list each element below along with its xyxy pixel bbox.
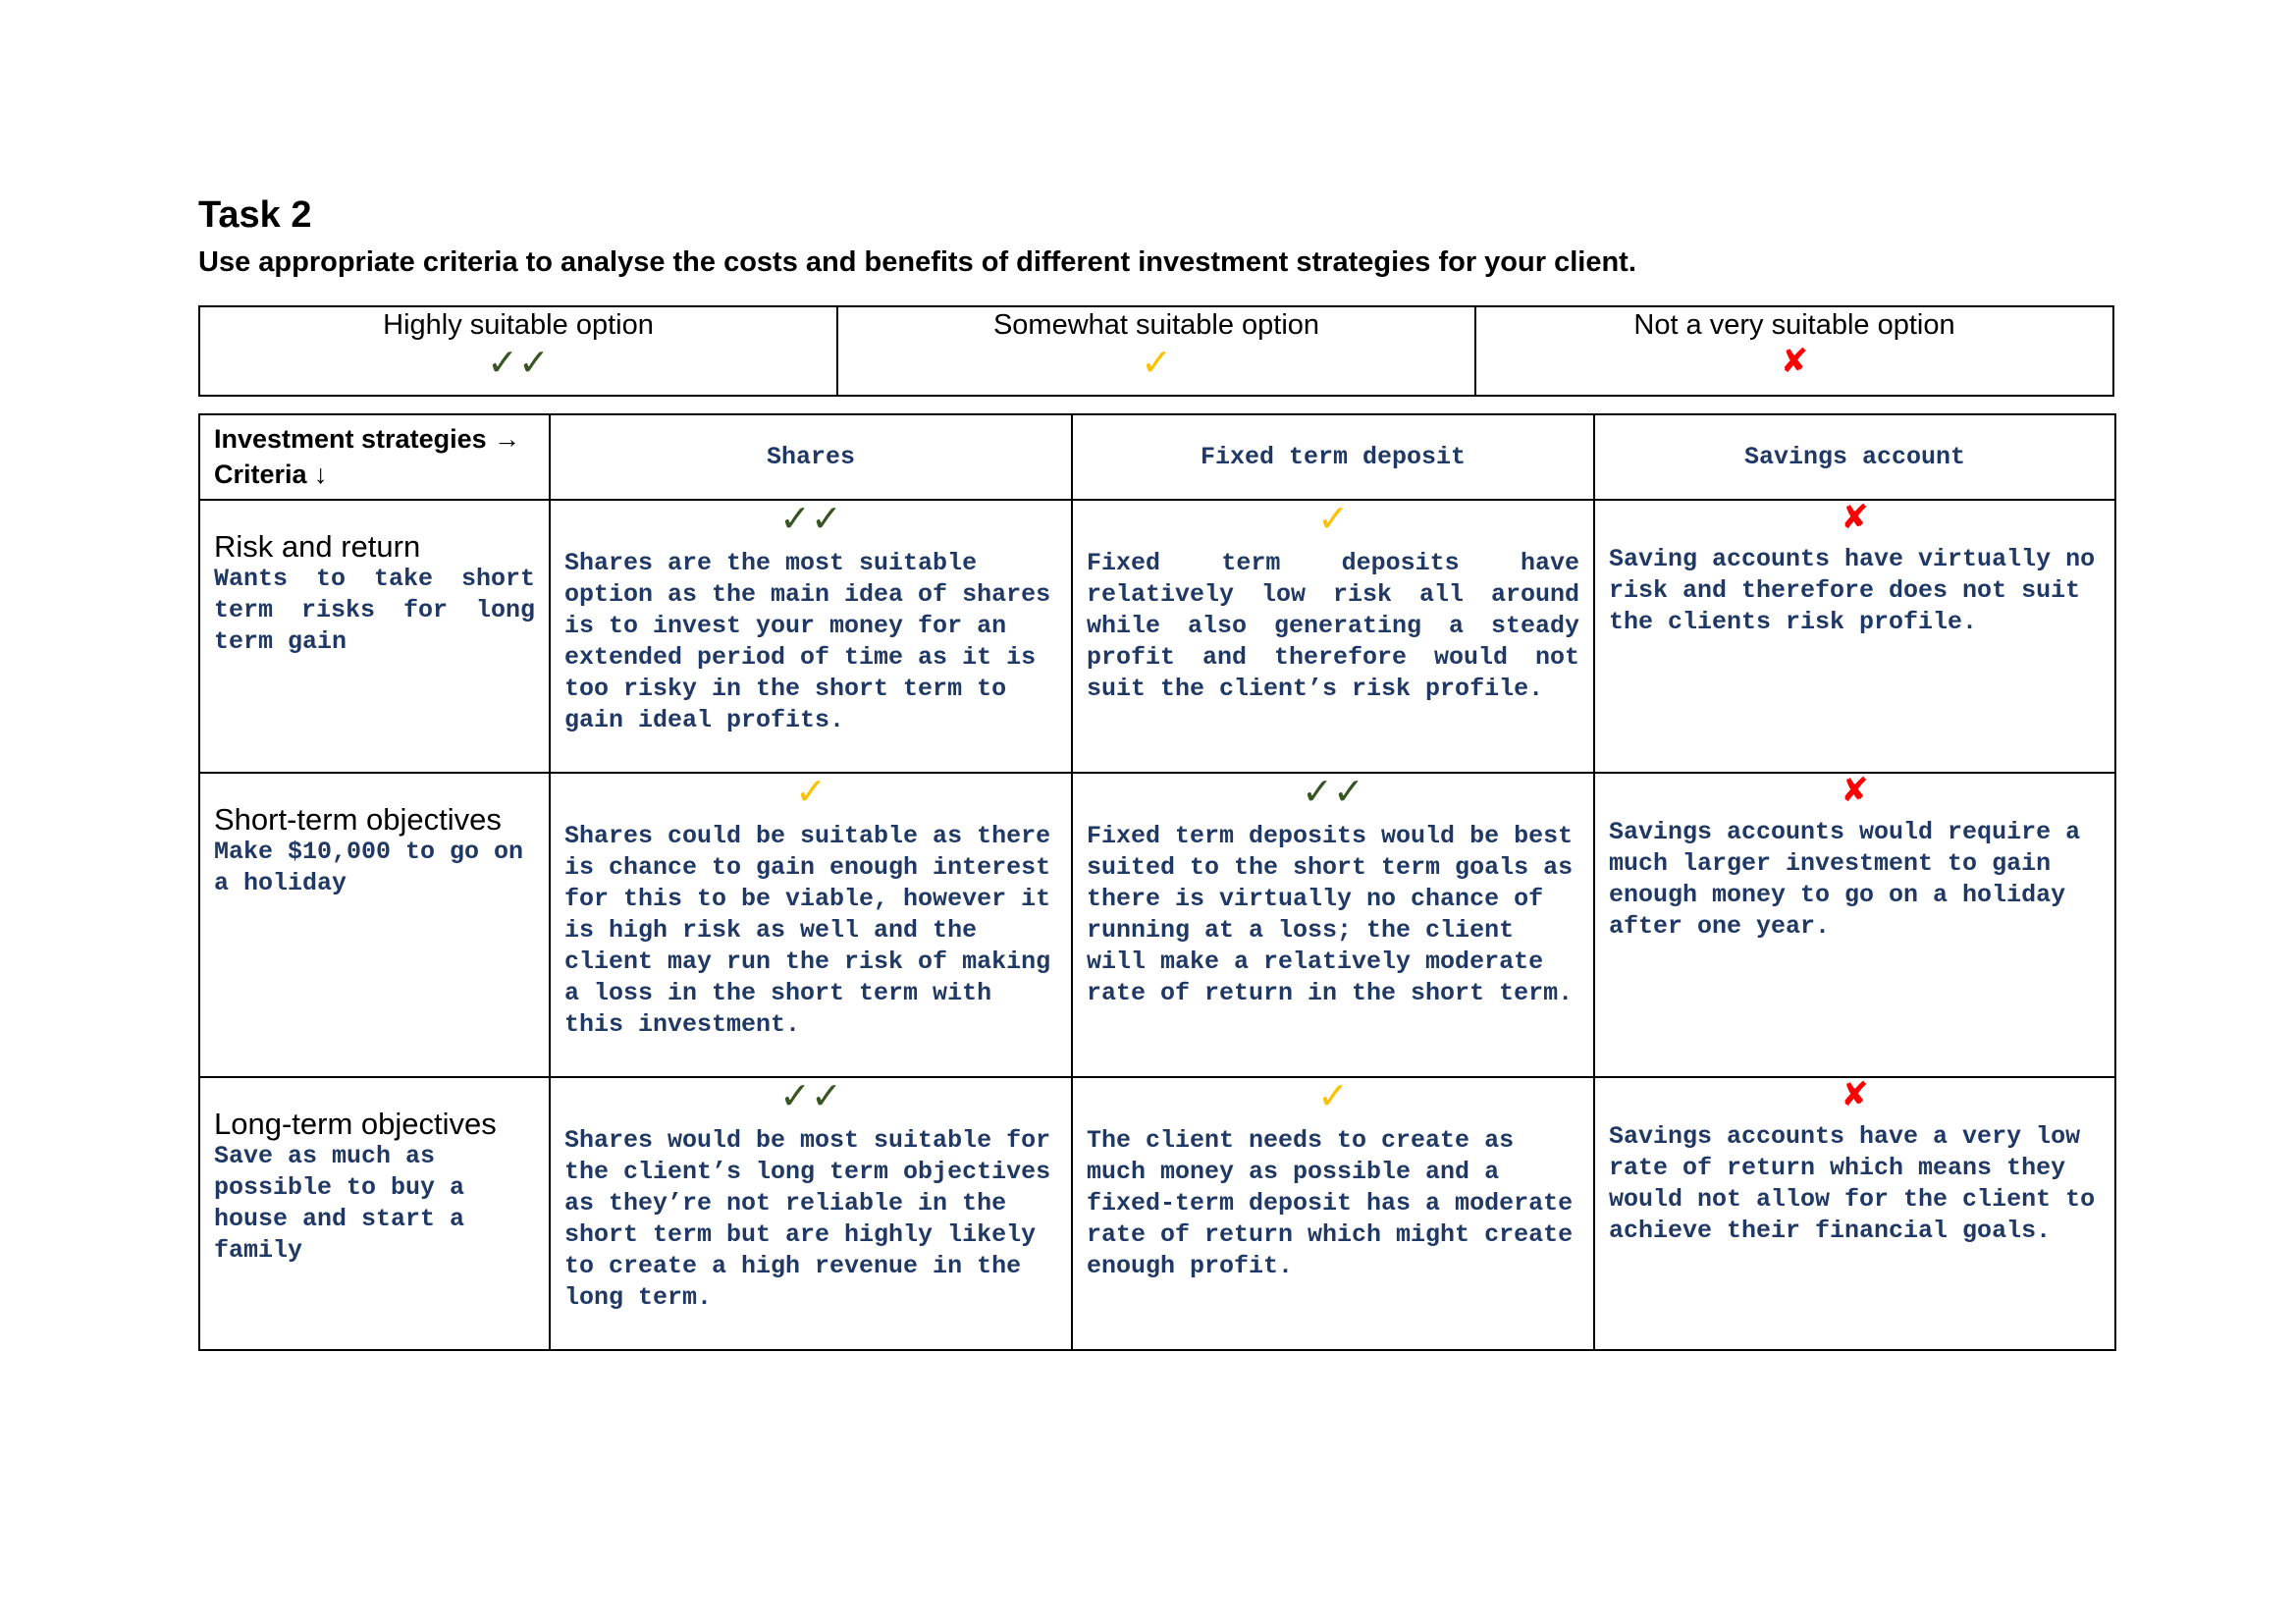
double-check-icon: ✓✓ xyxy=(1302,771,1364,813)
assessment-cell xyxy=(550,1077,1072,1350)
cross-icon: ✘ xyxy=(1841,772,1869,809)
legend-row xyxy=(199,306,2113,396)
criterion-title: Short-term objectives xyxy=(214,801,502,837)
table-row xyxy=(199,500,2115,773)
assessment-text: Fixed term deposits would be best suited to the short term goals as there is virtually no chance of running at a loss; the client will make a relatively moderate rate of return in the short term. xyxy=(1087,821,1574,1007)
check-icon: ✓ xyxy=(1141,343,1172,384)
table-row xyxy=(199,1077,2115,1350)
assessment-cell xyxy=(1072,500,1594,773)
check-icon: ✓ xyxy=(1317,498,1349,540)
cross-icon: ✘ xyxy=(1780,343,1809,380)
double-check-icon: ✓✓ xyxy=(779,1075,842,1117)
double-check-icon: ✓✓ xyxy=(487,343,550,384)
criterion-title: Long-term objectives xyxy=(214,1106,497,1141)
legend-label: Highly suitable option xyxy=(383,309,654,341)
assessment-text: Saving accounts have virtually no risk and therefore does not suit the clients risk profile. xyxy=(1609,544,2096,636)
assessment-text: Fixed term deposits have relatively low risk all around while also generating a steady profit and therefore would not suit the client’s risk profile. xyxy=(1087,548,1579,703)
cross-icon: ✘ xyxy=(1841,1076,1869,1113)
assessment-cell xyxy=(550,500,1072,773)
criterion-cell xyxy=(199,773,550,1077)
assessment-cell xyxy=(1594,500,2115,773)
matrix-corner-cell xyxy=(199,414,550,500)
assessment-text: Shares are the most suitable option as the main idea of shares is to invest your money for an extended period of time as it is too risky in the short term to gain ideal profits. xyxy=(564,548,1051,734)
assessment-text: Savings accounts would require a much larger investment to gain enough money to go on a holiday after one year. xyxy=(1609,817,2081,941)
column-header-fixed-term-deposit: Fixed term deposit xyxy=(1072,414,1594,500)
legend-not-suitable xyxy=(1475,306,2113,396)
criterion-description: Save as much as possible to buy a house and start a family xyxy=(214,1141,465,1265)
column-header-savings-account: Savings account xyxy=(1594,414,2115,500)
assessment-cell xyxy=(1072,1077,1594,1350)
strategies-axis-label: Investment strategies → xyxy=(214,424,521,454)
assessment-cell xyxy=(550,773,1072,1077)
criteria-axis-label: Criteria ↓ xyxy=(214,460,328,490)
criterion-description: Make $10,000 to go on a holiday xyxy=(214,837,524,897)
check-icon: ✓ xyxy=(795,771,827,813)
legend-highly-suitable xyxy=(199,306,837,396)
assessment-cell xyxy=(1594,1077,2115,1350)
assessment-cell xyxy=(1594,773,2115,1077)
legend-label: Not a very suitable option xyxy=(1633,309,1955,341)
page-title: Task 2 xyxy=(198,194,312,236)
assessment-cell xyxy=(1072,773,1594,1077)
criterion-cell xyxy=(199,1077,550,1350)
column-header-shares: Shares xyxy=(550,414,1072,500)
criterion-title: Risk and return xyxy=(214,528,421,564)
criterion-cell xyxy=(199,500,550,773)
matrix-header-row xyxy=(199,414,2115,500)
assessment-text: Shares would be most suitable for the client’s long term objectives as they’re not reliable in the short term but are highly likely to create a high revenue in the long term. xyxy=(564,1125,1051,1312)
assessment-text: The client needs to create as much money as possible and a fixed-term deposit has a moderate rate of return which might create enough profit. xyxy=(1087,1125,1574,1280)
investment-strategy-matrix xyxy=(198,413,2116,1351)
check-icon: ✓ xyxy=(1317,1075,1349,1117)
table-row xyxy=(199,773,2115,1077)
suitability-legend xyxy=(198,305,2114,397)
legend-label: Somewhat suitable option xyxy=(992,309,1320,341)
double-check-icon: ✓✓ xyxy=(779,498,842,540)
assessment-text: Shares could be suitable as there is chance to gain enough interest for this to be viable, however it is high risk as well and the client may run the risk of making a loss in the short term with this investment. xyxy=(564,821,1051,1039)
task-instructions: Use appropriate criteria to analyse the costs and benefits of different investment strategies for your client. xyxy=(198,246,1636,278)
cross-icon: ✘ xyxy=(1841,499,1869,536)
legend-somewhat-suitable xyxy=(837,306,1475,396)
criterion-description: Wants to take short term risks for long term gain xyxy=(214,564,535,656)
assessment-text: Savings accounts have a very low rate of return which means they would not allow for the client to achieve their financial goals. xyxy=(1609,1121,2096,1245)
